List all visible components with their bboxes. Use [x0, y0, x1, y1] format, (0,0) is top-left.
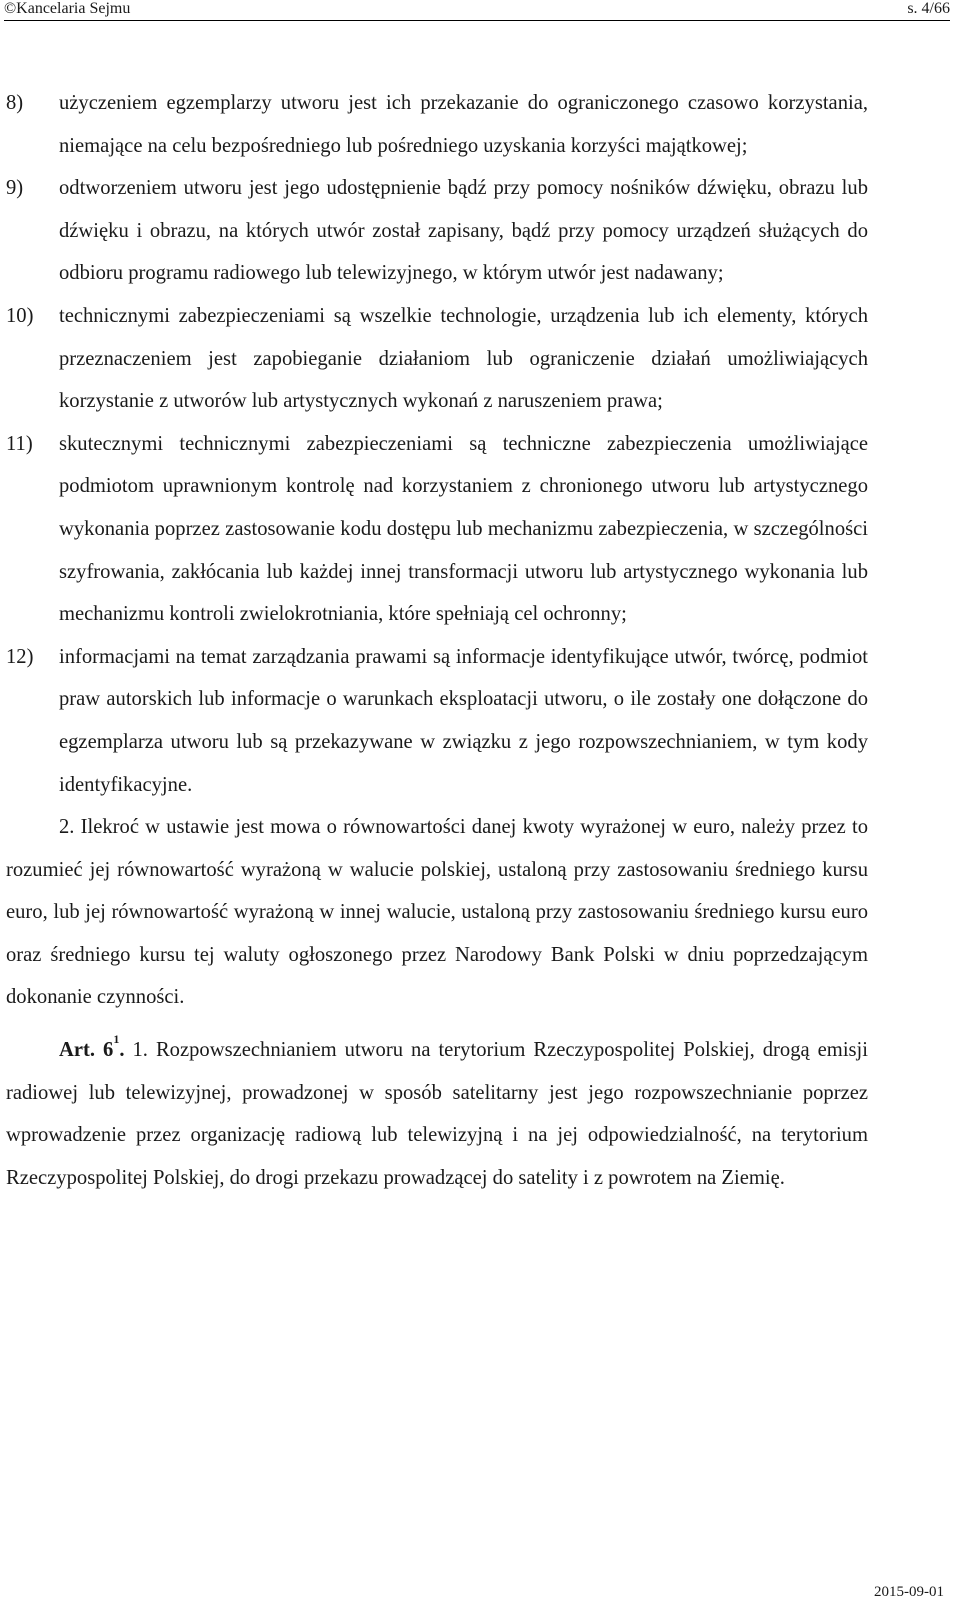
list-item-number: 8)	[6, 92, 24, 114]
paragraph-2: 2. Ilekroć w ustawie jest mowa o równowartości danej kwoty wyrażonej w euro, należy przez to rozumieć jej równowartość wyrażoną w walucie polskiej, ustaloną przy zastosowaniu średniego kursu euro, lub jej równowartość wyrażoną w innej walucie, ustaloną przy zastosowaniu średniego kursu euro oraz średniego kursu tej waluty ogłoszonego przez Narodowy Bank Polski w dniu poprzedzającym dokonanie czynności.	[6, 816, 868, 1009]
list-item-text: technicznymi zabezpieczeniami są wszelkie technologie, urządzenia lub ich elementy, których przeznaczeniem jest zapobieganie działaniom lub ograniczenie działań umożliwiających korzystanie z utworów lub artystycznych wykonań z naruszeniem prawa;	[59, 304, 868, 413]
list-item	[6, 636, 868, 806]
list-item	[6, 82, 868, 167]
page-number: s. 4/66	[907, 0, 950, 17]
list-item-text: informacjami na temat zarządzania prawami są informacje identyfikujące utwór, twórcę, podmiot praw autorskich lub informacje o warunkach eksploatacji utworu, o ile zostały one dołączone do egzemplarza utworu lub są przekazywane w związku z jego rozpowszechnianiem, w tym kody identyfikacyjne.	[59, 645, 868, 796]
article-label: Art. $6^1$.	[59, 1032, 125, 1062]
list-item	[6, 167, 868, 295]
document-body	[6, 82, 868, 1199]
list-item-number: 10)	[6, 304, 34, 327]
list-item	[6, 423, 868, 636]
list-item-number: 12)	[6, 645, 34, 668]
list-item-text: odtworzeniem utworu jest jego udostępnienie bądź przy pomocy nośników dźwięku, obrazu lub dźwięku i obrazu, na których utwór został zapisany, bądź przy pomocy urządzeń służących do odbioru programu radiowego lub telewizyjnego, w którym utwór jest nadawany;	[59, 177, 868, 285]
article-6-1	[6, 1029, 868, 1199]
footer-date: 2015-09-01	[874, 1584, 944, 1600]
list-item	[6, 295, 868, 423]
article-superscript: 1	[113, 1032, 120, 1047]
page-header	[4, 0, 950, 21]
article-text: 1. Rozpowszechnianiem utworu na terytorium Rzeczypospolitej Polskiej, drogą emisji radiowej lub telewizyjnej, prowadzonej w sposób satelitarny jest jego rozpowszechnianie poprzez wprowadzenie przez organizację radiową lub telewizyjną i na jej odpowiedzialność, na terytorium Rzeczypospolitej Polskiej, do drogi przekazu prowadzącej do satelity i z powrotem na Ziemię.	[6, 1039, 868, 1189]
list-item-number: 9)	[6, 177, 24, 200]
list-item-text: skutecznymi technicznymi zabezpieczeniami są techniczne zabezpieczenia umożliwiające podmiotom uprawnionym kontrolę nad korzystaniem z chronionego utworu lub artystycznego wykonania poprzez zastosowanie kodu dostępu lub mechanizmu zabezpieczenia, w szczególności szyfrowania, zakłócania lub każdej innej transformacji utworu lub artystycznego wykonania lub mechanizmu kontroli zwielokrotniania, które spełniają cel ochronny;	[59, 432, 868, 626]
copyright-label: ©Kancelaria Sejmu	[4, 0, 131, 17]
list-item-number: 11)	[6, 432, 33, 455]
list-item-text: użyczeniem egzemplarzy utworu jest ich przekazanie do ograniczonego czasowo korzystania, niemające na celu bezpośredniego lub pośredniego uzyskania korzyści majątkowej;	[59, 92, 868, 157]
